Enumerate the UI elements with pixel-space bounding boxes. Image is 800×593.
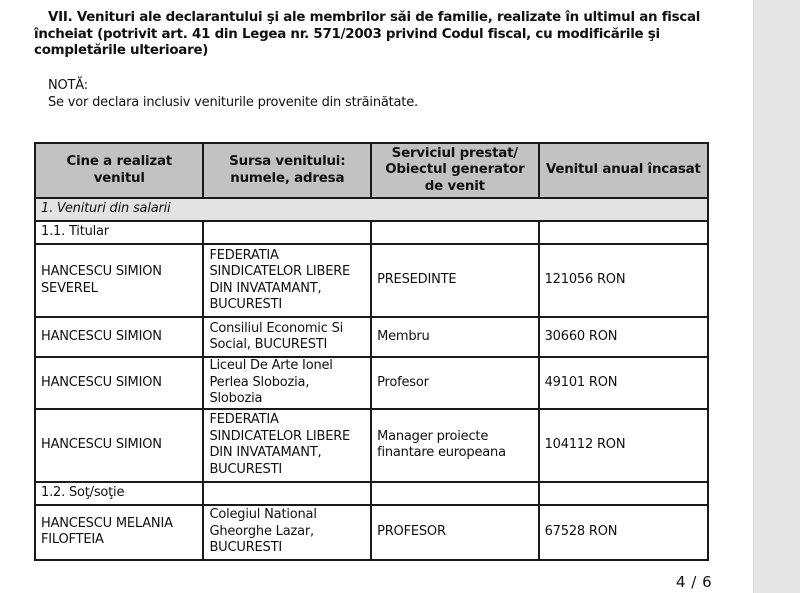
subsection-label: 1.1. Titular [35,221,203,244]
header-service: Serviciul prestat/ Obiectul generator de venit [371,143,539,198]
cell-income: 49101 RON [539,357,708,409]
income-table [34,142,709,561]
cell-who: HANCESCU SIMION [35,317,203,357]
table-row [35,357,708,409]
table-row [35,244,708,317]
empty-cell [371,482,539,505]
cell-who: HANCESCU SIMION [35,357,203,409]
cell-income: 30660 RON [539,317,708,357]
cell-source: Liceul De Arte Ionel Perlea Slobozia, Slobozia [203,357,371,409]
empty-cell [371,221,539,244]
page-indicator: 4 / 6 [676,573,713,591]
table-row [35,409,708,482]
cell-income: 67528 RON [539,505,708,560]
cell-service: Manager proiecte finantare europeana [371,409,539,482]
table-row [35,317,708,357]
cell-service: PROFESOR [371,505,539,560]
note-label: NOTĂ: [48,78,88,93]
table-header-row [35,143,708,198]
cell-who: HANCESCU SIMION SEVEREL [35,244,203,317]
section-title [34,10,724,60]
section-title-text: VII. Venituri ale declarantului şi ale membrilor săi de familie, realizate în ultimul an fiscal încheiat (potrivit art. 41 din Legea nr. 571/2003 privind Codul fiscal, cu modificările şi completările ulterioare) [34,10,701,58]
cell-income: 104112 RON [539,409,708,482]
cell-source: FEDERATIA SINDICATELOR LIBERE DIN INVATAMANT, BUCURESTI [203,409,371,482]
cell-service: Profesor [371,357,539,409]
cell-source: FEDERATIA SINDICATELOR LIBERE DIN INVATAMANT, BUCURESTI [203,244,371,317]
section-label: 1. Venituri din salarii [35,198,708,221]
viewer-side-panel [753,0,800,593]
section-row [35,198,708,221]
header-who: Cine a realizat venitul [35,143,203,198]
subsection-label: 1.2. Soţ/soţie [35,482,203,505]
cell-service: Membru [371,317,539,357]
cell-source: Colegiul National Gheorghe Lazar, BUCURESTI [203,505,371,560]
cell-income: 121056 RON [539,244,708,317]
empty-cell [539,221,708,244]
empty-cell [203,221,371,244]
table-row [35,505,708,560]
subsection-row-sot [35,482,708,505]
header-source: Sursa venitului: numele, adresa [203,143,371,198]
note-text: Se vor declara inclusiv veniturile provenite din străinătate. [48,95,418,110]
cell-source: Consiliul Economic Si Social, BUCURESTI [203,317,371,357]
empty-cell [203,482,371,505]
subsection-row-titular [35,221,708,244]
empty-cell [539,482,708,505]
cell-service: PRESEDINTE [371,244,539,317]
cell-who: HANCESCU MELANIA FILOFTEIA [35,505,203,560]
cell-who: HANCESCU SIMION [35,409,203,482]
header-income: Venitul anual încasat [539,143,708,198]
